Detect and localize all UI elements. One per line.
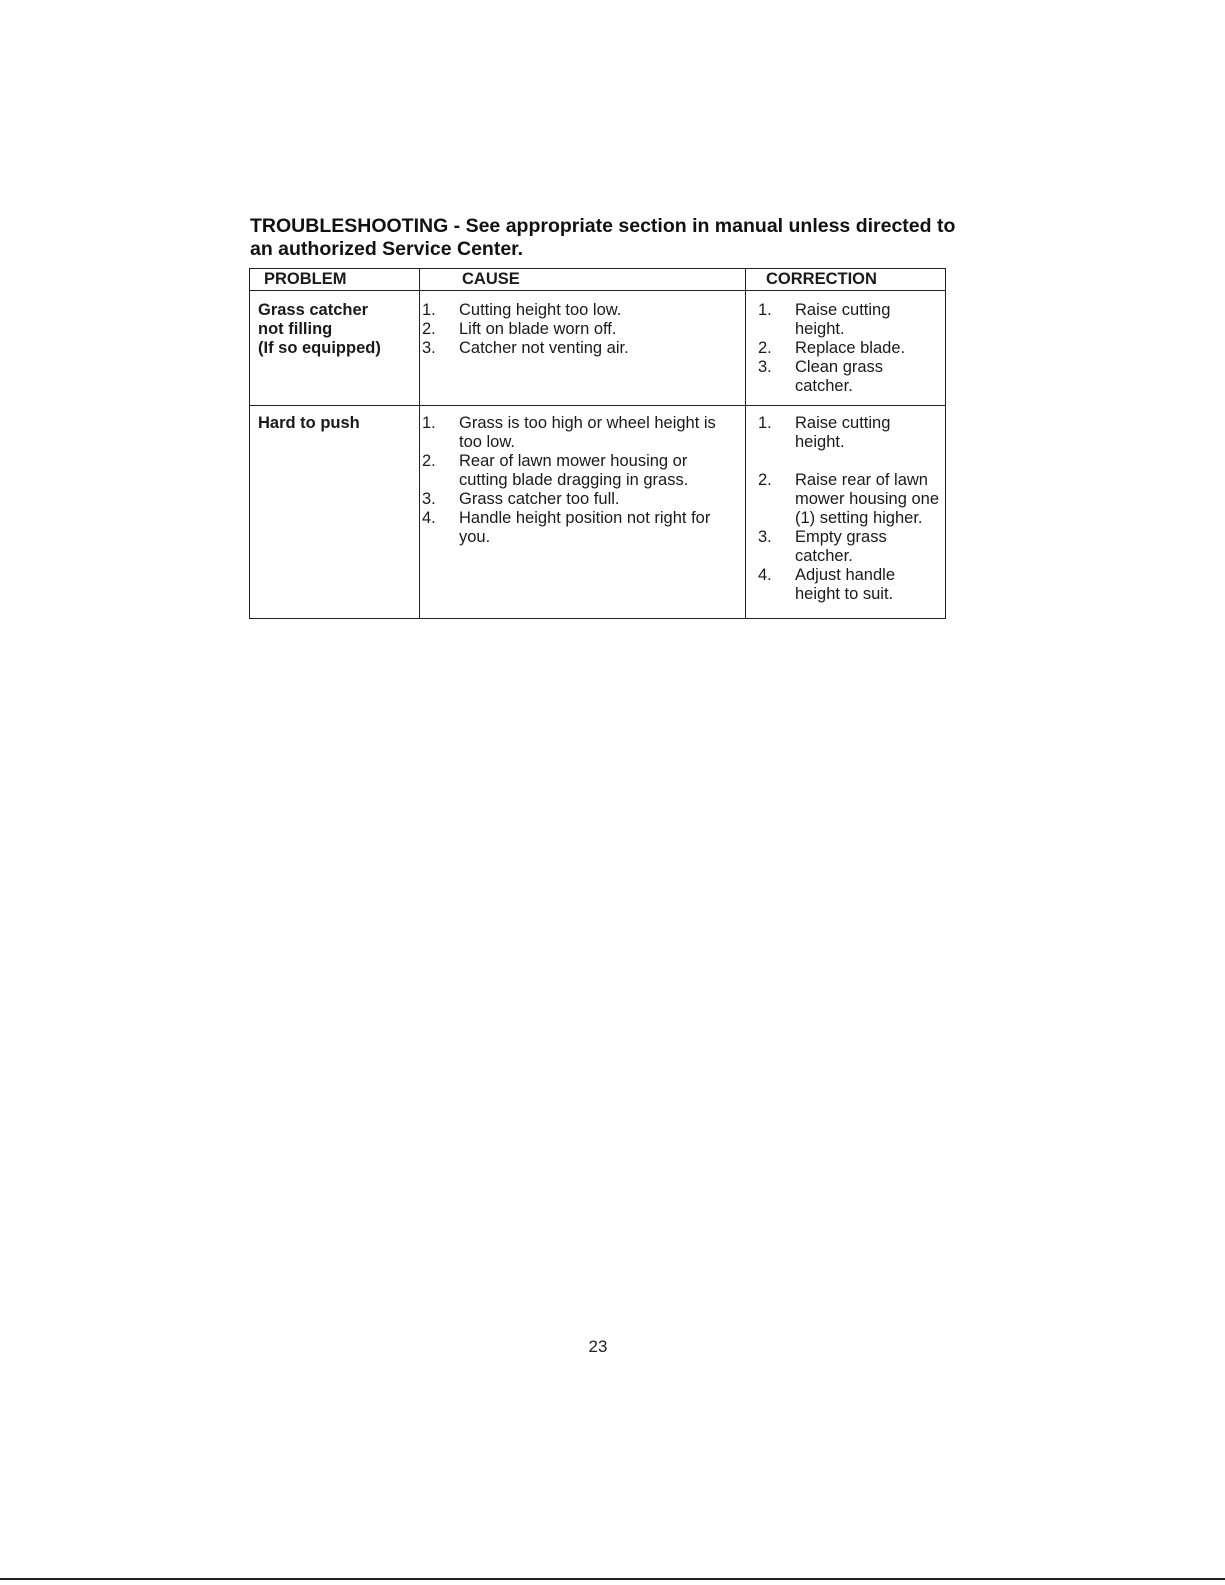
- cause-item: [422, 320, 739, 339]
- correction-item: [758, 566, 939, 604]
- correction-cell: [746, 406, 946, 619]
- problem-line: Hard to push: [258, 414, 360, 432]
- cause-cell: [420, 291, 746, 406]
- item-number: 1.: [422, 301, 436, 319]
- correction-item: [758, 339, 939, 358]
- problem-cell: [250, 406, 420, 619]
- correction-item: [758, 528, 939, 566]
- cause-item: [422, 490, 739, 509]
- table-row: [250, 406, 946, 619]
- correction-item: [758, 414, 939, 452]
- item-number: 4.: [422, 509, 436, 527]
- page-bottom-divider: [0, 1578, 1225, 1580]
- item-number: 2.: [422, 320, 436, 338]
- item-text: Clean grass catcher.: [795, 358, 884, 395]
- item-text: Cutting height too low.: [459, 301, 622, 319]
- problem-line: Grass catcher: [258, 301, 369, 319]
- header-problem: PROBLEM: [250, 269, 420, 291]
- item-number: 2.: [758, 339, 772, 357]
- item-number: 1.: [422, 414, 436, 432]
- correction-cell: [746, 291, 946, 406]
- problem-line: (If so equipped): [258, 339, 381, 357]
- item-text: Adjust handle height to suit.: [795, 566, 895, 603]
- item-number: 3.: [422, 490, 436, 508]
- cause-item: [422, 509, 739, 547]
- cause-cell: [420, 406, 746, 619]
- item-text: Grass catcher too full.: [459, 490, 620, 508]
- correction-item: [758, 471, 939, 528]
- item-number: 3.: [758, 528, 772, 546]
- item-text: Raise cutting height.: [795, 414, 891, 451]
- troubleshooting-heading: TROUBLESHOOTING - See appropriate section in manual unless directed to an authorized Service Center.: [250, 215, 956, 260]
- correction-item: [758, 358, 939, 396]
- item-text: Raise cutting height.: [795, 301, 891, 338]
- page-number: 23: [588, 1337, 608, 1356]
- cause-item: [422, 339, 739, 358]
- cause-item: [422, 414, 739, 452]
- cause-item: [422, 301, 739, 320]
- item-number: 2.: [422, 452, 436, 470]
- table-header-row: [250, 269, 946, 291]
- problem-line: not filling: [258, 320, 333, 338]
- item-number: 4.: [758, 566, 772, 584]
- item-number: 2.: [758, 471, 772, 489]
- correction-item: [758, 301, 939, 339]
- item-number: 1.: [758, 414, 772, 432]
- item-text: Catcher not venting air.: [459, 339, 629, 357]
- header-cause: CAUSE: [420, 269, 746, 291]
- item-number: 3.: [422, 339, 436, 357]
- item-text: Handle height position not right for you.: [459, 509, 711, 546]
- troubleshooting-table: [249, 268, 946, 619]
- table-row: [250, 291, 946, 406]
- header-correction: CORRECTION: [746, 269, 946, 291]
- item-text: Empty grass catcher.: [795, 528, 887, 565]
- item-text: Replace blade.: [795, 339, 906, 357]
- item-number: 1.: [758, 301, 772, 319]
- cause-item: [422, 452, 739, 490]
- item-text: Rear of lawn mower housing or cutting blade dragging in grass.: [459, 452, 689, 489]
- item-text: Lift on blade worn off.: [459, 320, 617, 338]
- item-text: Raise rear of lawn mower housing one (1) setting higher.: [795, 471, 940, 527]
- problem-cell: [250, 291, 420, 406]
- item-number: 3.: [758, 358, 772, 376]
- item-text: Grass is too high or wheel height is too low.: [459, 414, 716, 451]
